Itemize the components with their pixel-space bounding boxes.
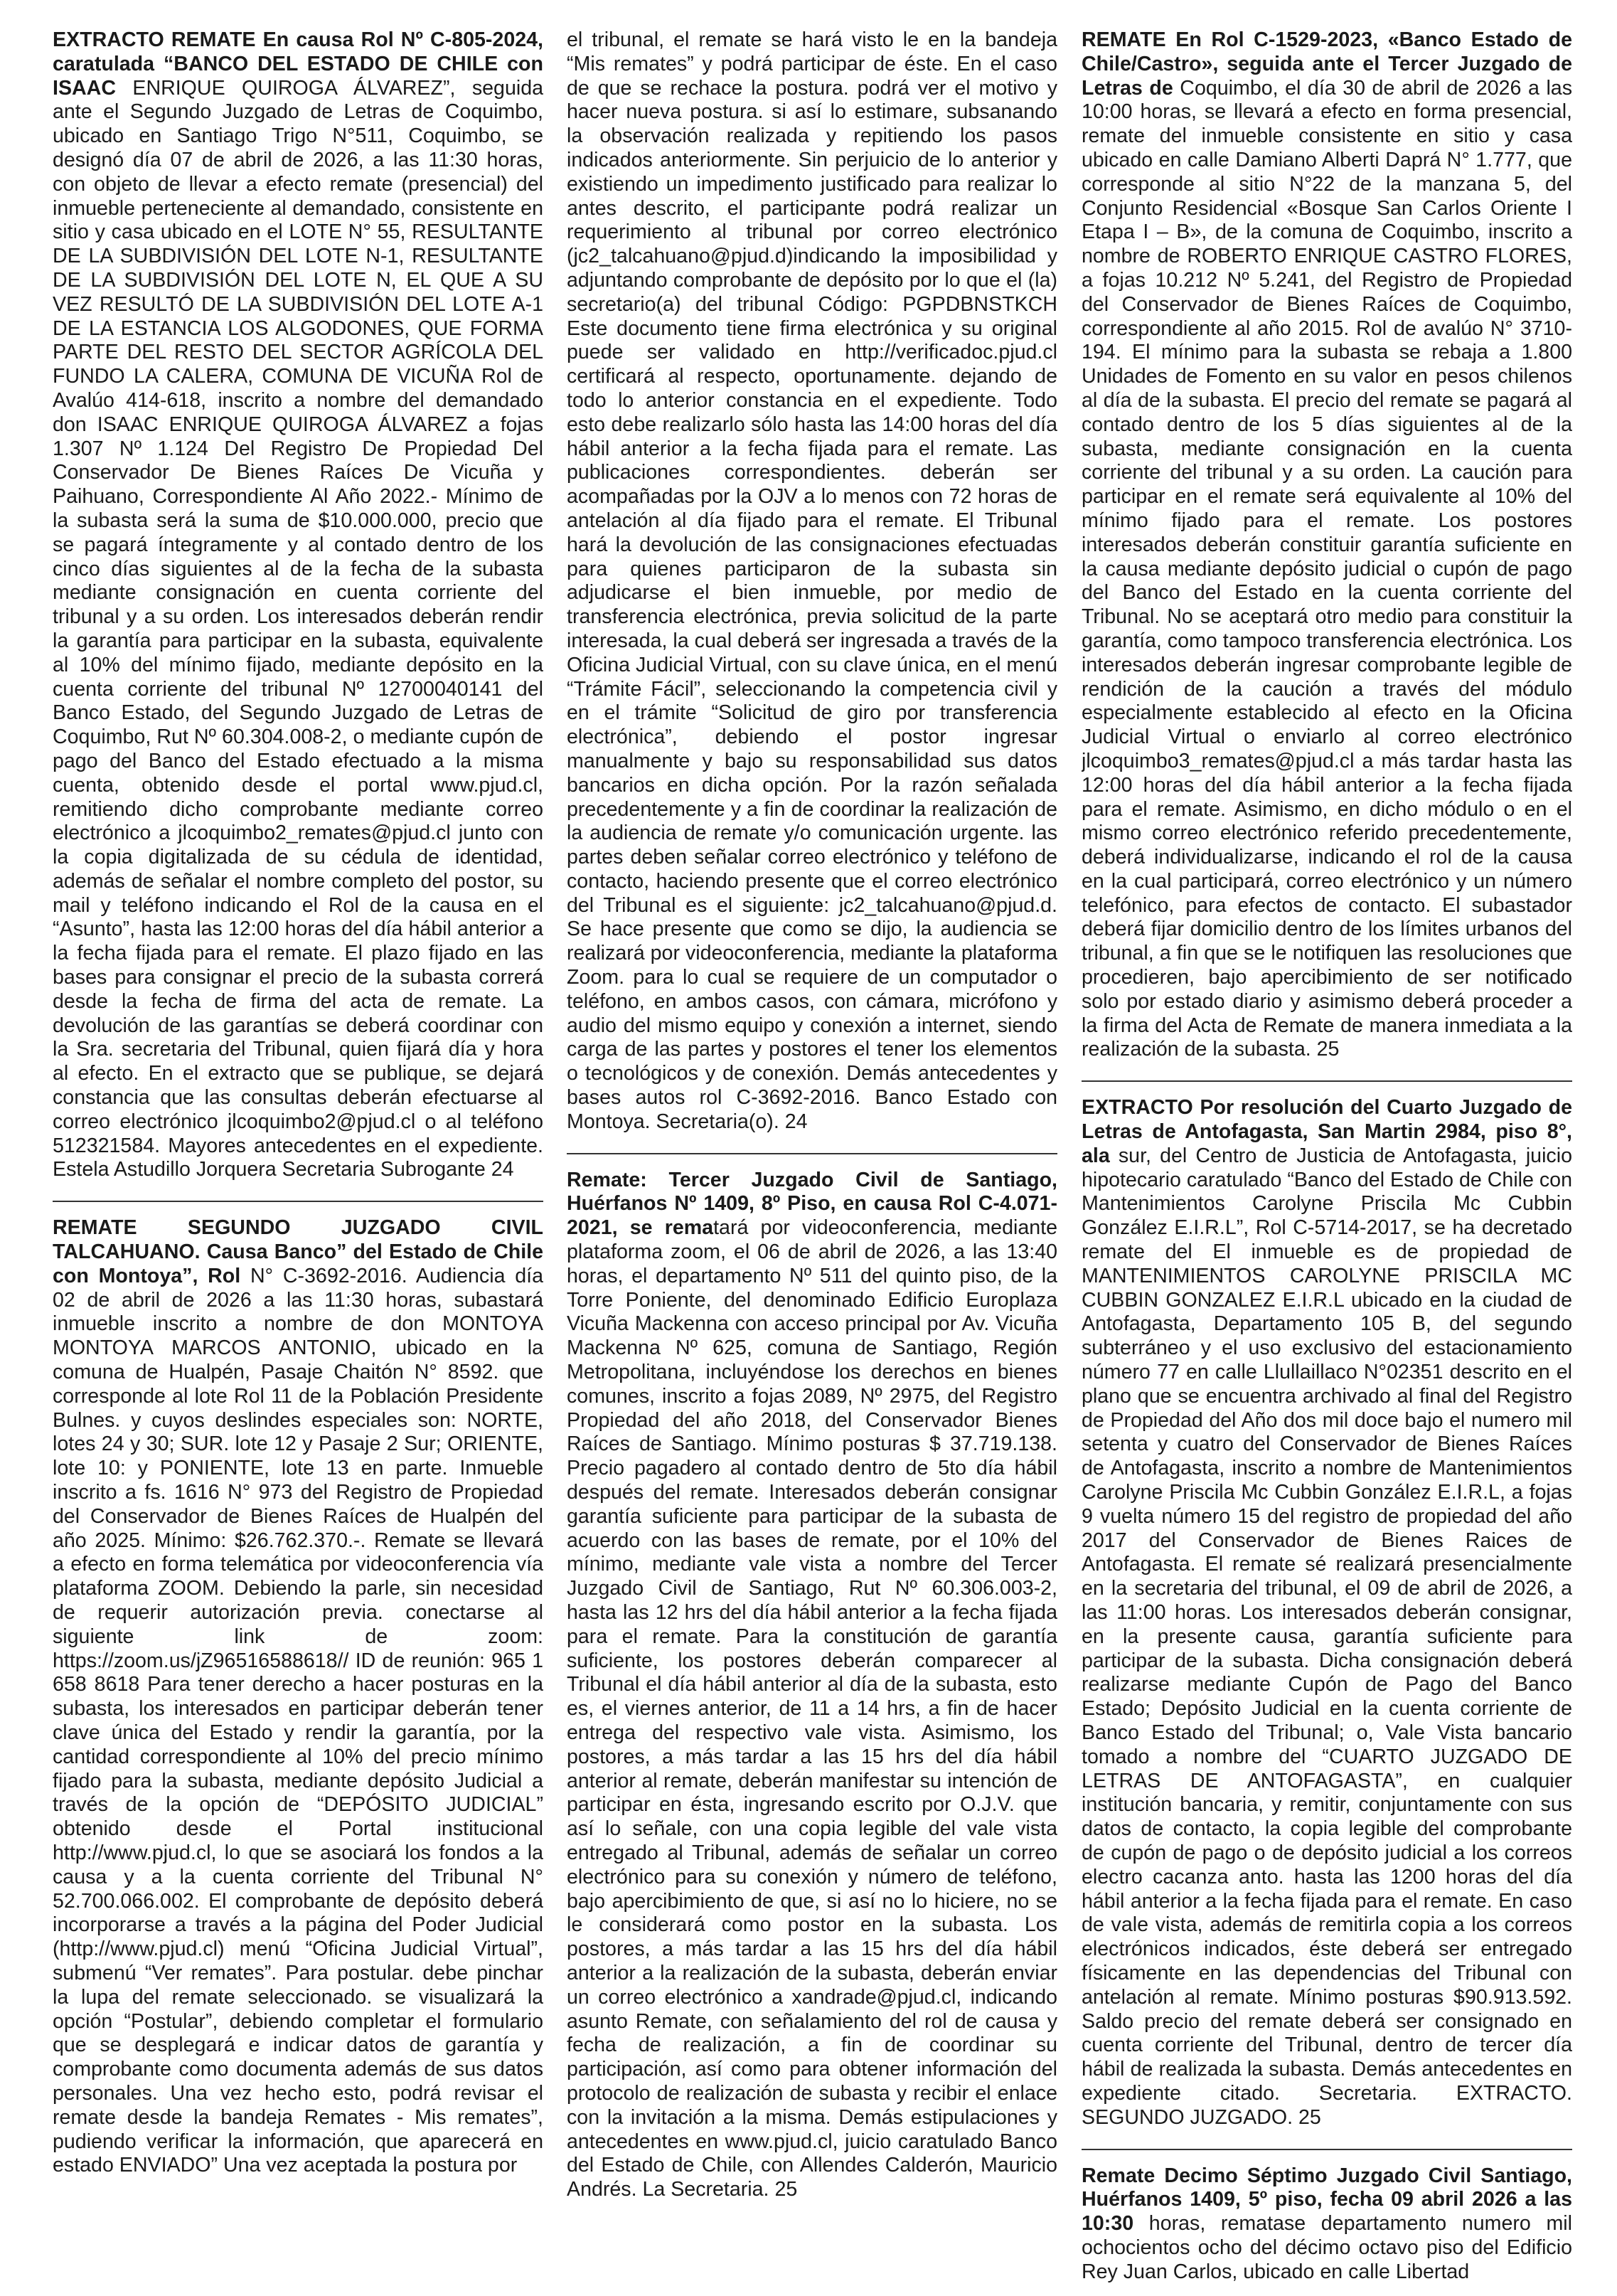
column-3: [1082, 28, 1572, 2290]
notice-remate-santiago-c4071: [567, 1169, 1057, 2202]
notice-lead: EXTRACTO Por resolución del Cuarto Juzgado de Letras de Antofagasta, San Martin 2984, piso 8°, ala: [1082, 1096, 1572, 1167]
notice-body: sur, del Centro de Justicia de Antofagasta, juicio hipotecario caratulado “Banco del Estado de Chile con Mantenimientos Carolyne Priscila Mc Cubbin González E.I.R.L”, Rol C-5714-2017, se ha decretado remate del El inmueble es de propiedad de MANTENIMIENTOS CAROLYNE PRISCILA MC CUBBIN GONZALEZ E.I.R.L ubicado en la ciudad de Antofagasta, Departamento 105 B, del segundo subterráneo y el uso exclusivo del estacionamiento número 77 en calle Llullaillaco N°02351 descrito en el plano que se encuentra archivado al final del Registro de Propiedad del Año dos mil doce bajo el numero mil setenta y cuatro del Conservador de Bienes Raíces de Antofagasta, inscrito a nombre de Mantenimientos Carolyne Priscila Mc Cubbin González E.I.R.L, a fojas 9 vuelta número 15 del registro de propiedad del año 2017 del Conservador de Bienes Raices de Antofagasta. El remate sé realizará presencialmente en la secretaria del tribunal, el 09 de abril de 2026, a las 11:00 horas. Los interesados deberán consignar, en la presente causa, garantía suficiente para participar de la subasta. Dicha consignación deberá realizarse mediante Cupón de Pago del Banco Estado; Depósito Judicial en la cuenta corriente de Banco Estado del Tribunal; o, Vale Vista bancario tomado a nombre del “CUARTO JUZGADO DE LETRAS DE ANTOFAGASTA”, en cualquier institución bancaria, y remitir, conjuntamente con sus datos de contacto, la copia legible del comprobante de cupón de pago o de depósito judicial a los correos electro cacanza anto. hasta las 1200 horas del día hábil anterior a la fecha fijada para el remate. En caso de vale vista, además de remitirla copia a los correos electrónicos indicados, éste deberá ser entregado físicamente en las dependencias del Tribunal con antelación al remate. Mínimo posturas $90.913.592. Saldo precio del remate deberá ser consignado en cuenta corriente del Tribunal, dentro de tercer día hábil de realizada la subasta. Demás antecedentes en expediente citado. Secretaria. EXTRACTO. SEGUNDO JUZGADO. 25: [1082, 1144, 1572, 2129]
notice-remate-santiago-17: [1082, 2164, 1572, 2285]
notice-lead: REMATE En Rol C-1529-2023, «Banco Estado de Chile/Castro», seguida ante el Tercer Juzgado de Letras de: [1082, 28, 1572, 100]
notice-divider: [53, 1201, 543, 1202]
notice-body: Coquimbo, el día 30 de abril de 2026 a las 10:00 horas, se llevará a efecto en forma presencial, remate del inmueble consistente en sitio y casa ubicado en calle Damiano Alberti Daprá N° 1.777, que corresponde al sitio N°22 de la manzana 5, del Conjunto Residencial «Bosque San Carlos Oriente I Etapa I – B», de la comuna de Coquimbo, inscrito a nombre de ROBERTO ENRIQUE CASTRO FLORES, a fojas 10.212 Nº 5.241, del Registro de Propiedad del Conservador de Bienes Raíces de Coquimbo, correspondiente al año 2015. Rol de avalúo N° 3710-194. El mínimo para la subasta se rebaja a 1.800 Unidades de Fomento en su valor en pesos chilenos al día de la subasta. El precio del remate se pagará al contado dentro de los 5 días siguientes al de la subasta, mediante consignación en la cuenta corriente del tribunal y a su orden. La caución para participar en el remate será equivalente al 10% del mínimo fijado para el remate. Los postores interesados deberán constituir garantía suficiente en la causa mediante depósito judicial o cupón de pago del Banco del Estado en la cuenta corriente del Tribunal. No se aceptará otro medio para constituir la garantía, como tampoco transferencia electrónica. Los interesados deberán ingresar comprobante legible de rendición de la caución a través del módulo especialmente establecido al efecto en la Oficina Judicial Virtual o enviarlo al correo electrónico jlcoquimbo3_remates@pjud.cl a más tardar hasta las 12:00 horas del día hábil anterior a la fecha fijada para el remate. Asimismo, en dicho módulo o en el mismo correo electrónico referido precedentemente, deberá individualizarse, indicando el rol de la causa en la cual participará, correo electrónico y un número telefónico, para efectos de contacto. El subastador deberá fijar domicilio dentro de los límites urbanos del tribunal, a fin que se le notifiquen las resoluciones que procedieren, bajo apercibimiento de ser notificado solo por estado diario y asimismo deberá proceder a la firma del Acta de Remate de manera inmediata a la realización de la subasta. 25: [1082, 76, 1572, 1061]
notice-body: el tribunal, el remate se hará visto le en la bandeja “Mis remates” y podrá participar de éste. En el caso de que se rechace la postura. podrá ver el motivo y hacer nueva postura. si así lo estimare, subsanando la observación realizada y repitiendo los pasos indicados anteriormente. Sin perjuicio de lo anterior y existiendo un impedimento justificado para realizar lo antes descrito, el participante podrá realizar un requerimiento al tribunal por correo electrónico (jc2_talcahuano@pjud.d)indicando la imposibilidad y adjuntando comprobante de depósito por lo que el (la) secretario(a) del tribunal Código: PGPDBNSTKCH Este documento tiene firma electrónica y su original puede ser validado en http://verificadoc.pjud.cl certificará al respecto, oportunamente. dejando de todo lo anterior constancia en el expediente. Todo esto debe realizarlo sólo hasta las 14:00 horas del día hábil anterior a la fecha fijada para el remate. Las publicaciones correspondientes. deberán ser acompañadas por la OJV a lo menos con 72 horas de antelación al día fijado para el remate. El Tribunal hará la devolución de las consignaciones efectuadas para quienes participaron de la subasta sin adjudicarse el bien inmueble, por medio de transferencia electrónica, previa solicitud de la parte interesada, la cual deberá ser ingresada a través de la Oficina Judicial Virtual, con su clave única, en el menú “Trámite Fácil”, seleccionando la competencia civil y en el trámite “Solicitud de giro por transferencia electrónica”, debiendo el postor ingresar manualmente y bajo su responsabilidad sus datos bancarios en dicha opción. Por la razón señalada precedentemente y a fin de coordinar la realización de la audiencia de remate y/o comunicación urgente. las partes deben señalar correo electrónico y teléfono de contacto, haciendo presente que el correo electrónico del Tribunal es el siguiente: jc2_talcahuano@pjud.d. Se hace presente que como se dijo, la audiencia se realizará por videoconferencia, mediante la plataforma Zoom. para lo cual se requiere de un computador o teléfono, en ambos casos, con cámara, micrófono y audio del mismo equipo y conexión a internet, siendo carga de las partes y postores el tener los elementos o tecnológicos y de conexión. Demás antecedentes y bases autos rol C-3692-2016. Banco Estado con Montoya. Secretaria(o). 24: [567, 28, 1057, 1133]
notice-lead: REMATE SEGUNDO JUZGADO CIVIL TALCAHUANO. Causa Banco” del Estado de Chile con Montoya”, Rol: [53, 1216, 543, 1287]
notice-remate-talcahuano-c3692: [53, 1216, 543, 2178]
notice-divider: [1082, 2149, 1572, 2150]
notice-divider: [567, 1153, 1057, 1154]
notice-lead: Remate: Tercer Juzgado Civil de Santiago, Huérfanos Nº 1409, 8º Piso, en causa Rol C-4.071-2021, se rema: [567, 1168, 1057, 1240]
column-2: [567, 28, 1057, 2290]
notice-body: ENRIQUE QUIROGA ÁLVAREZ”, seguida ante el Segundo Juzgado de Letras de Coquimbo, ubicado en Santiago Trigo N°511, Coquimbo, se designó día 07 de abril de 2026, a las 11:30 horas, con objeto de llevar a efecto remate (presencial) del inmueble perteneciente al demandado, consistente en sitio y casa ubicado en el LOTE N° 55, RESULTANTE DE LA SUBDIVISIÓN DEL LOTE N-1, RESULTANTE DE LA SUBDIVISIÓN DEL LOTE N, EL QUE A SU VEZ RESULTÓ DE LA SUBDIVISIÓN DEL LOTE A-1 DE LA ESTANCIA LOS ALGODONES, QUE FORMA PARTE DEL RESTO DEL SECTOR AGRÍCOLA DEL FUNDO LA CALERA, COMUNA DE VICUÑA Rol de Avalúo 414-618, inscrito a nombre del demandado don ISAAC ENRIQUE QUIROGA ÁLVAREZ a fojas 1.307 Nº 1.124 Del Registro De Propiedad Del Conservador De Bienes Raíces De Vicuña y Paihuano, Correspondiente Al Año 2022.- Mínimo de la subasta será la suma de $10.000.000, precio que se pagará íntegramente y al contado dentro de los cinco días siguientes al de la fecha de la subasta mediante consignación en cuenta corriente del tribunal y a su orden. Los interesados deberán rendir la garantía para participar en la subasta, equivalente al 10% del mínimo fijado, mediante depósito en la cuenta corriente del tribunal Nº 12700040141 del Banco Estado, del Segundo Juzgado de Letras de Coquimbo, Rut Nº 60.304.008-2, o mediante cupón de pago del Banco del Estado efectuado a la misma cuenta, obtenido desde el portal www.pjud.cl, remitiendo dicho comprobante mediante correo electrónico a jlcoquimbo2_remates@pjud.cl junto con la copia digitalizada de su cédula de identidad, además de señalar el nombre completo del postor, su mail y teléfono indicando el Rol de la causa en el “Asunto”, hasta las 12:00 horas del día hábil anterior a la fecha fijada para el remate. El plazo fijado en las bases para consignar el precio de la subasta correrá desde la fecha de firma del acta de remate. La devolución de las garantías se deberá coordinar con la Sra. secretaria del Tribunal, quien fijará día y hora al efecto. En el extracto que se publique, se dejará constancia que las consultas deberán efectuarse al correo electrónico jlcoquimbo2@pjud.cl o al teléfono 512321584. Mayores antecedentes en el expediente. Estela Astudillo Jorquera Secretaria Subrogante 24: [53, 76, 543, 1181]
notice-remate-coquimbo-c1529: [1082, 28, 1572, 1062]
notice-lead: EXTRACTO REMATE En causa Rol Nº C-805-2024, caratulada “BANCO DEL ESTADO DE CHILE con ISAAC: [53, 28, 543, 100]
notice-body: horas, rematase departamento numero mil ochocientos ocho del décimo octavo piso del Edificio Rey Juan Carlos, ubicado en calle Libertad: [1082, 2212, 1572, 2283]
notice-remate-coquimbo-c805: [53, 28, 543, 1182]
notice-body: tará por videoconferencia, mediante plataforma zoom, el 06 de abril de 2026, a las 13:40 horas, el departamento Nº 511 del quinto piso, de la Torre Poniente, del denominado Edificio Europlaza Vicuña Mackenna con acceso principal por Av. Vicuña Mackenna Nº 625, comuna de Santiago, Región Metropolitana, incluyéndose los derechos en bienes comunes, inscrito a fojas 2089, Nº 2975, del Registro Propiedad del año 2018, del Conservador Bienes Raíces de Santiago. Mínimo posturas $ 37.719.138. Precio pagadero al contado dentro de 5to día hábil después del remate. Interesados deberán consignar garantía suficiente para participar de la subasta de acuerdo con las bases de remate, por el 10% del mínimo, mediante vale vista a nombre del Tercer Juzgado Civil de Santiago, Rut Nº 60.306.003-2, hasta las 12 hrs del día hábil anterior a la fecha fijada para el remate. Para la constitución de garantía suficiente, los postores deberán comparecer al Tribunal el día hábil anterior al día de la subasta, esto es, el viernes anterior, de 11 a 14 hrs, a fin de hacer entrega del respectivo vale vista. Asimismo, los postores, a más tardar a las 15 hrs del día hábil anterior al remate, deberán manifestar su intención de participar en ésta, ingresando escrito por O.J.V. que así lo señale, con una copia legible del vale vista entregado al Tribunal, además de señalar un correo electrónico para su conexión y número de teléfono, bajo apercibimiento de que, si así no lo hiciere, no se le considerará como postor en la subasta. Los postores, a más tardar a las 15 hrs del día hábil anterior a la realización de la subasta, deberán enviar un correo electrónico a xandrade@pjud.cl, indicando asunto Remate, con señalamiento del rol de causa y fecha de realización, a fin de coordinar su participación, así como para obtener información del protocolo de realización de subasta y recibir el enlace con la invitación a la misma. Demás estipulaciones y antecedentes en www.pjud.cl, juicio caratulado Banco del Estado de Chile, con Allendes Calderón, Mauricio Andrés. La Secretaria. 25: [567, 1216, 1057, 2201]
notice-remate-talcahuano-continued: [567, 28, 1057, 1134]
notice-divider: [1082, 1080, 1572, 1082]
notice-body: N° C-3692-2016. Audiencia día 02 de abril de 2026 a las 11:30 horas, subastará inmueble inscrito a nombre de don MONTOYA MONTOYA MARCOS ANTONIO, ubicado en la comuna de Hualpén, Pasaje Chaitón N° 8592. que corresponde al lote Rol 11 de la Población Presidente Bulnes. y cuyos deslindes especiales son: NORTE, lotes 24 y 30; SUR. lote 12 y Pasaje 2 Sur; ORIENTE, lote 10: y PONIENTE, lote 13 en parte. Inmueble inscrito a fs. 1616 N° 973 del Registro de Propiedad del Conservador de Bienes Raíces de Hualpén del año 2025. Mínimo: $26.762.370.-. Remate se llevará a efecto en forma telemática por videoconferencia vía plataforma ZOOM. Debiendo la parle, sin necesidad de requerir autorización previa. conectarse al siguiente link de zoom: https://zoom.us/jZ96516588618// ID de reunión: 965 1 658 8618 Para tener derecho a hacer posturas en la subasta, los interesados en participar deberán tener clave única del Estado y rendir la garantía, por la cantidad correspondiente al 10% del precio mínimo fijado para la subasta, mediante depósito Judicial a través de la opción de “DEPÓSITO JUDICIAL” obtenido desde el Portal institucional http://www.pjud.cl, lo que se asociará los fondos a la causa y a la cuenta corriente del Tribunal N° 52.700.066.002. El comprobante de depósito deberá incorporarse a través a la página del Poder Judicial (http://www.pjud.cl) menú “Oficina Judicial Virtual”, submenú “Ver remates”. Para postular. debe pinchar la lupa del remate seleccionado. se visualizará la opción “Postular”, debiendo completar el formulario que se desplegará e indicar datos de garantía y comprobante como documenta además de sus datos personales. Una vez hecho esto, podrá revisar el remate desde la bandeja Remates - Mis remates”, pudiendo verificar la información, que aparecerá en estado ENVIADO” Una vez aceptada la postura por: [53, 1264, 543, 2177]
notice-lead: Remate Decimo Séptimo Juzgado Civil Santiago, Huérfanos 1409, 5º piso, fecha 09 abril 2026 a las 10:30: [1082, 2164, 1572, 2236]
column-1: [53, 28, 543, 2290]
notice-extracto-antofagasta-c5714: [1082, 1096, 1572, 2130]
